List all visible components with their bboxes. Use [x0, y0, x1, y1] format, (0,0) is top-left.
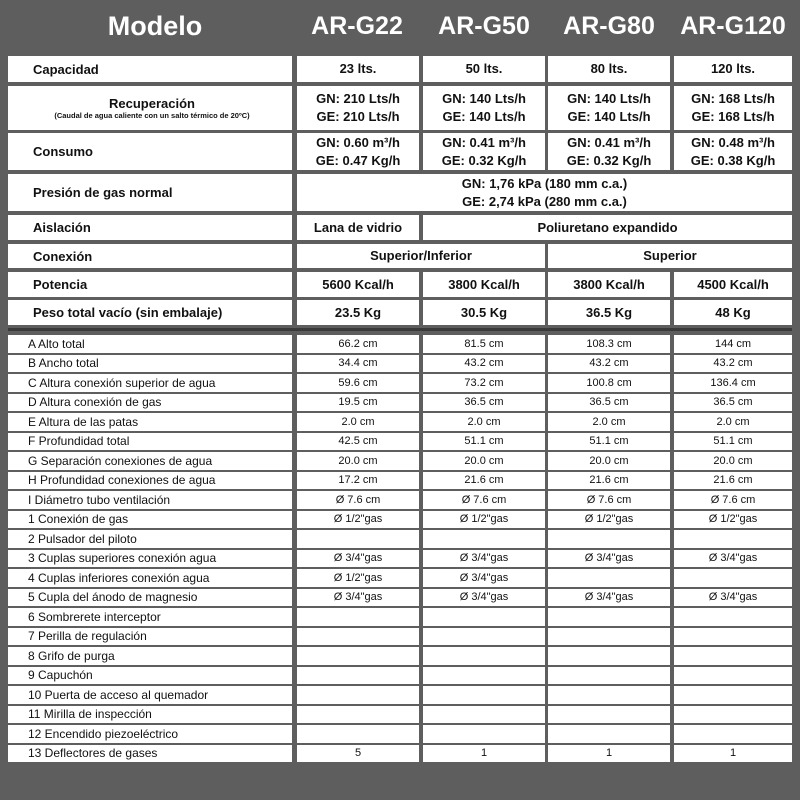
- dimension-value: Ø 7.6 cm: [297, 491, 419, 509]
- dimension-value: Ø 3/4"gas: [297, 550, 419, 568]
- dimension-value: [423, 706, 545, 724]
- peso-value: 36.5 Kg: [548, 300, 670, 325]
- dimension-value: [297, 667, 419, 685]
- model-ar-g22: AR-G22: [311, 12, 403, 40]
- dimension-value: [297, 706, 419, 724]
- presion-label: Presión de gas normal: [8, 174, 292, 211]
- dimension-label: C Altura conexión superior de agua: [8, 374, 292, 392]
- dimension-label: 10 Puerta de acceso al quemador: [8, 686, 292, 704]
- dimension-value: [423, 725, 545, 743]
- recuperacion-value: [297, 86, 419, 130]
- consumo-label: Consumo: [8, 133, 292, 170]
- dimension-value: 21.6 cm: [548, 472, 670, 490]
- dimension-label: I Diámetro tubo ventilación: [8, 491, 292, 509]
- recuperacion-value: [423, 86, 545, 130]
- dimension-value: [297, 647, 419, 665]
- dimension-value: [423, 628, 545, 646]
- recuperacion-value: [548, 86, 670, 130]
- dimension-value: [548, 725, 670, 743]
- dimension-value: [674, 569, 792, 587]
- dimension-value: 73.2 cm: [423, 374, 545, 392]
- dimension-value: 20.0 cm: [423, 452, 545, 470]
- dimension-value: 2.0 cm: [548, 413, 670, 431]
- dimension-value: 21.6 cm: [423, 472, 545, 490]
- dimension-value: 43.2 cm: [548, 355, 670, 373]
- dimension-value: 36.5 cm: [423, 394, 545, 412]
- capacidad-value: 23 lts.: [297, 56, 419, 82]
- conexion-left: Superior/Inferior: [297, 244, 545, 268]
- peso-value: 30.5 Kg: [423, 300, 545, 325]
- dimension-value: 66.2 cm: [297, 335, 419, 353]
- dimension-label: 7 Perilla de regulación: [8, 628, 292, 646]
- dimension-label: 9 Capuchón: [8, 667, 292, 685]
- dimension-value: 1: [548, 745, 670, 763]
- dimension-value: Ø 3/4"gas: [423, 589, 545, 607]
- dimension-value: 34.4 cm: [297, 355, 419, 373]
- dimension-value: Ø 3/4"gas: [423, 550, 545, 568]
- dimension-value: [548, 647, 670, 665]
- dimension-value: [297, 686, 419, 704]
- dimension-label: 8 Grifo de purga: [8, 647, 292, 665]
- dimension-value: Ø 7.6 cm: [423, 491, 545, 509]
- dimension-value: 5: [297, 745, 419, 763]
- dimension-label: 12 Encendido piezoeléctrico: [8, 725, 292, 743]
- dimension-value: [674, 686, 792, 704]
- dimension-value: Ø 3/4"gas: [548, 550, 670, 568]
- consumo-gn: GN: 0.60 m³/h: [316, 134, 400, 150]
- capacidad-value: 50 lts.: [423, 56, 545, 82]
- dimension-value: [548, 686, 670, 704]
- dimension-value: 20.0 cm: [548, 452, 670, 470]
- dimension-value: Ø 1/2"gas: [674, 511, 792, 529]
- dimension-value: Ø 3/4"gas: [548, 589, 670, 607]
- dimension-value: [548, 667, 670, 685]
- dimension-value: [297, 530, 419, 548]
- aislacion-g22: Lana de vidrio: [297, 215, 419, 240]
- presion-value: [297, 174, 792, 211]
- recuperacion-ge: GE: 210 Lts/h: [316, 109, 400, 124]
- consumo-value: [674, 133, 792, 170]
- model-ar-g80: AR-G80: [563, 12, 655, 40]
- dimension-value: [423, 686, 545, 704]
- dimension-value: 20.0 cm: [297, 452, 419, 470]
- presion-gn: GN: 1,76 kPa (180 mm c.a.): [461, 175, 628, 191]
- capacidad-label: Capacidad: [8, 56, 292, 82]
- model-ar-g50: AR-G50: [438, 12, 530, 40]
- dimension-value: 1: [423, 745, 545, 763]
- conexion-right: Superior: [548, 244, 792, 268]
- consumo-ge: GE: 0.32 Kg/h: [566, 152, 652, 168]
- dimension-value: [423, 608, 545, 626]
- dimension-label: 3 Cuplas superiores conexión agua: [8, 550, 292, 568]
- dimension-value: 51.1 cm: [423, 433, 545, 451]
- dimension-value: Ø 1/2"gas: [297, 569, 419, 587]
- dimension-label: E Altura de las patas: [8, 413, 292, 431]
- dimension-value: [674, 608, 792, 626]
- dimension-label: 5 Cupla del ánodo de magnesio: [8, 589, 292, 607]
- dimension-value: 42.5 cm: [297, 433, 419, 451]
- recuperacion-ge: GE: 140 Lts/h: [567, 109, 651, 124]
- dimension-value: 20.0 cm: [674, 452, 792, 470]
- dimension-label: 1 Conexión de gas: [8, 511, 292, 529]
- recuperacion-gn: GN: 168 Lts/h: [691, 91, 775, 106]
- peso-value: 48 Kg: [674, 300, 792, 325]
- dimension-value: 51.1 cm: [674, 433, 792, 451]
- aislacion-others: Poliuretano expandido: [423, 215, 792, 240]
- recuperacion-ge: GE: 140 Lts/h: [442, 109, 526, 124]
- potencia-value: 3800 Kcal/h: [423, 272, 545, 297]
- dimension-value: Ø 3/4"gas: [674, 550, 792, 568]
- dimension-value: 100.8 cm: [548, 374, 670, 392]
- model-ar-g120: AR-G120: [680, 12, 786, 40]
- dimension-value: 2.0 cm: [674, 413, 792, 431]
- dimension-value: 59.6 cm: [297, 374, 419, 392]
- consumo-gn: GN: 0.48 m³/h: [691, 134, 775, 150]
- consumo-ge: GE: 0.47 Kg/h: [315, 152, 401, 168]
- dimension-value: Ø 1/2"gas: [548, 511, 670, 529]
- consumo-gn: GN: 0.41 m³/h: [567, 134, 651, 150]
- recuperacion-value: [674, 86, 792, 130]
- dimension-value: 17.2 cm: [297, 472, 419, 490]
- recuperacion-gn: GN: 210 Lts/h: [316, 91, 400, 106]
- dimension-value: [548, 706, 670, 724]
- dimension-value: 43.2 cm: [674, 355, 792, 373]
- dimension-value: 36.5 cm: [548, 394, 670, 412]
- dimension-label: 2 Pulsador del piloto: [8, 530, 292, 548]
- dimension-value: 1: [674, 745, 792, 763]
- dimension-value: 2.0 cm: [297, 413, 419, 431]
- dimension-value: 136.4 cm: [674, 374, 792, 392]
- recuperacion-label: Recuperación: [109, 96, 195, 111]
- conexion-label: Conexión: [8, 244, 292, 268]
- dimension-value: 108.3 cm: [548, 335, 670, 353]
- dimension-value: [548, 569, 670, 587]
- dimension-label: F Profundidad total: [8, 433, 292, 451]
- dimension-value: [297, 628, 419, 646]
- dimension-value: [548, 608, 670, 626]
- recuperacion-gn: GN: 140 Lts/h: [442, 91, 526, 106]
- consumo-value: [423, 133, 545, 170]
- dimension-value: [423, 530, 545, 548]
- section-divider: [8, 328, 792, 331]
- potencia-value: 4500 Kcal/h: [674, 272, 792, 297]
- dimension-value: [674, 647, 792, 665]
- recuperacion-gn: GN: 140 Lts/h: [567, 91, 651, 106]
- dimension-value: Ø 1/2"gas: [297, 511, 419, 529]
- dimension-label: 6 Sombrerete interceptor: [8, 608, 292, 626]
- dimension-value: [548, 628, 670, 646]
- dimension-value: Ø 3/4"gas: [423, 569, 545, 587]
- dimension-label: A Alto total: [8, 335, 292, 353]
- consumo-value: [297, 133, 419, 170]
- dimension-value: [423, 647, 545, 665]
- capacidad-value: 120 lts.: [674, 56, 792, 82]
- peso-label: Peso total vacío (sin embalaje): [8, 300, 292, 325]
- dimension-label: B Ancho total: [8, 355, 292, 373]
- dimension-value: [674, 706, 792, 724]
- dimension-label: 11 Mirilla de inspección: [8, 706, 292, 724]
- dimension-label: 4 Cuplas inferiores conexión agua: [8, 569, 292, 587]
- dimension-value: 36.5 cm: [674, 394, 792, 412]
- dimension-label: H Profundidad conexiones de agua: [8, 472, 292, 490]
- potencia-label: Potencia: [8, 272, 292, 297]
- dimension-value: [548, 530, 670, 548]
- presion-ge: GE: 2,74 kPa (280 mm c.a.): [462, 193, 627, 209]
- aislacion-label: Aislación: [8, 215, 292, 240]
- dimension-value: 51.1 cm: [548, 433, 670, 451]
- recuperacion-note: (Caudal de agua caliente con un salto térmico de 20ºC): [54, 111, 250, 120]
- consumo-ge: GE: 0.32 Kg/h: [441, 152, 527, 168]
- potencia-value: 5600 Kcal/h: [297, 272, 419, 297]
- capacidad-value: 80 lts.: [548, 56, 670, 82]
- dimension-value: [297, 725, 419, 743]
- dimension-value: Ø 3/4"gas: [674, 589, 792, 607]
- dimension-value: [423, 667, 545, 685]
- dimension-value: 81.5 cm: [423, 335, 545, 353]
- dimension-value: Ø 7.6 cm: [548, 491, 670, 509]
- peso-value: 23.5 Kg: [297, 300, 419, 325]
- consumo-value: [548, 133, 670, 170]
- recuperacion-ge: GE: 168 Lts/h: [691, 109, 775, 124]
- dimension-label: 13 Deflectores de gases: [8, 745, 292, 763]
- potencia-value: 3800 Kcal/h: [548, 272, 670, 297]
- dimension-value: Ø 7.6 cm: [674, 491, 792, 509]
- dimension-value: [674, 628, 792, 646]
- dimension-value: Ø 3/4"gas: [297, 589, 419, 607]
- model-heading: Modelo: [107, 11, 203, 41]
- dimension-value: Ø 1/2"gas: [423, 511, 545, 529]
- dimension-value: [674, 530, 792, 548]
- dimension-value: [297, 608, 419, 626]
- consumo-gn: GN: 0.41 m³/h: [442, 134, 526, 150]
- dimension-value: 19.5 cm: [297, 394, 419, 412]
- recuperacion-label-cell: [8, 86, 292, 130]
- dimension-value: 144 cm: [674, 335, 792, 353]
- dimension-value: 43.2 cm: [423, 355, 545, 373]
- consumo-ge: GE: 0.38 Kg/h: [690, 152, 776, 168]
- dimension-value: [674, 667, 792, 685]
- dimension-value: [674, 725, 792, 743]
- dimension-value: 21.6 cm: [674, 472, 792, 490]
- dimension-label: G Separación conexiones de agua: [8, 452, 292, 470]
- dimension-label: D Altura conexión de gas: [8, 394, 292, 412]
- dimension-value: 2.0 cm: [423, 413, 545, 431]
